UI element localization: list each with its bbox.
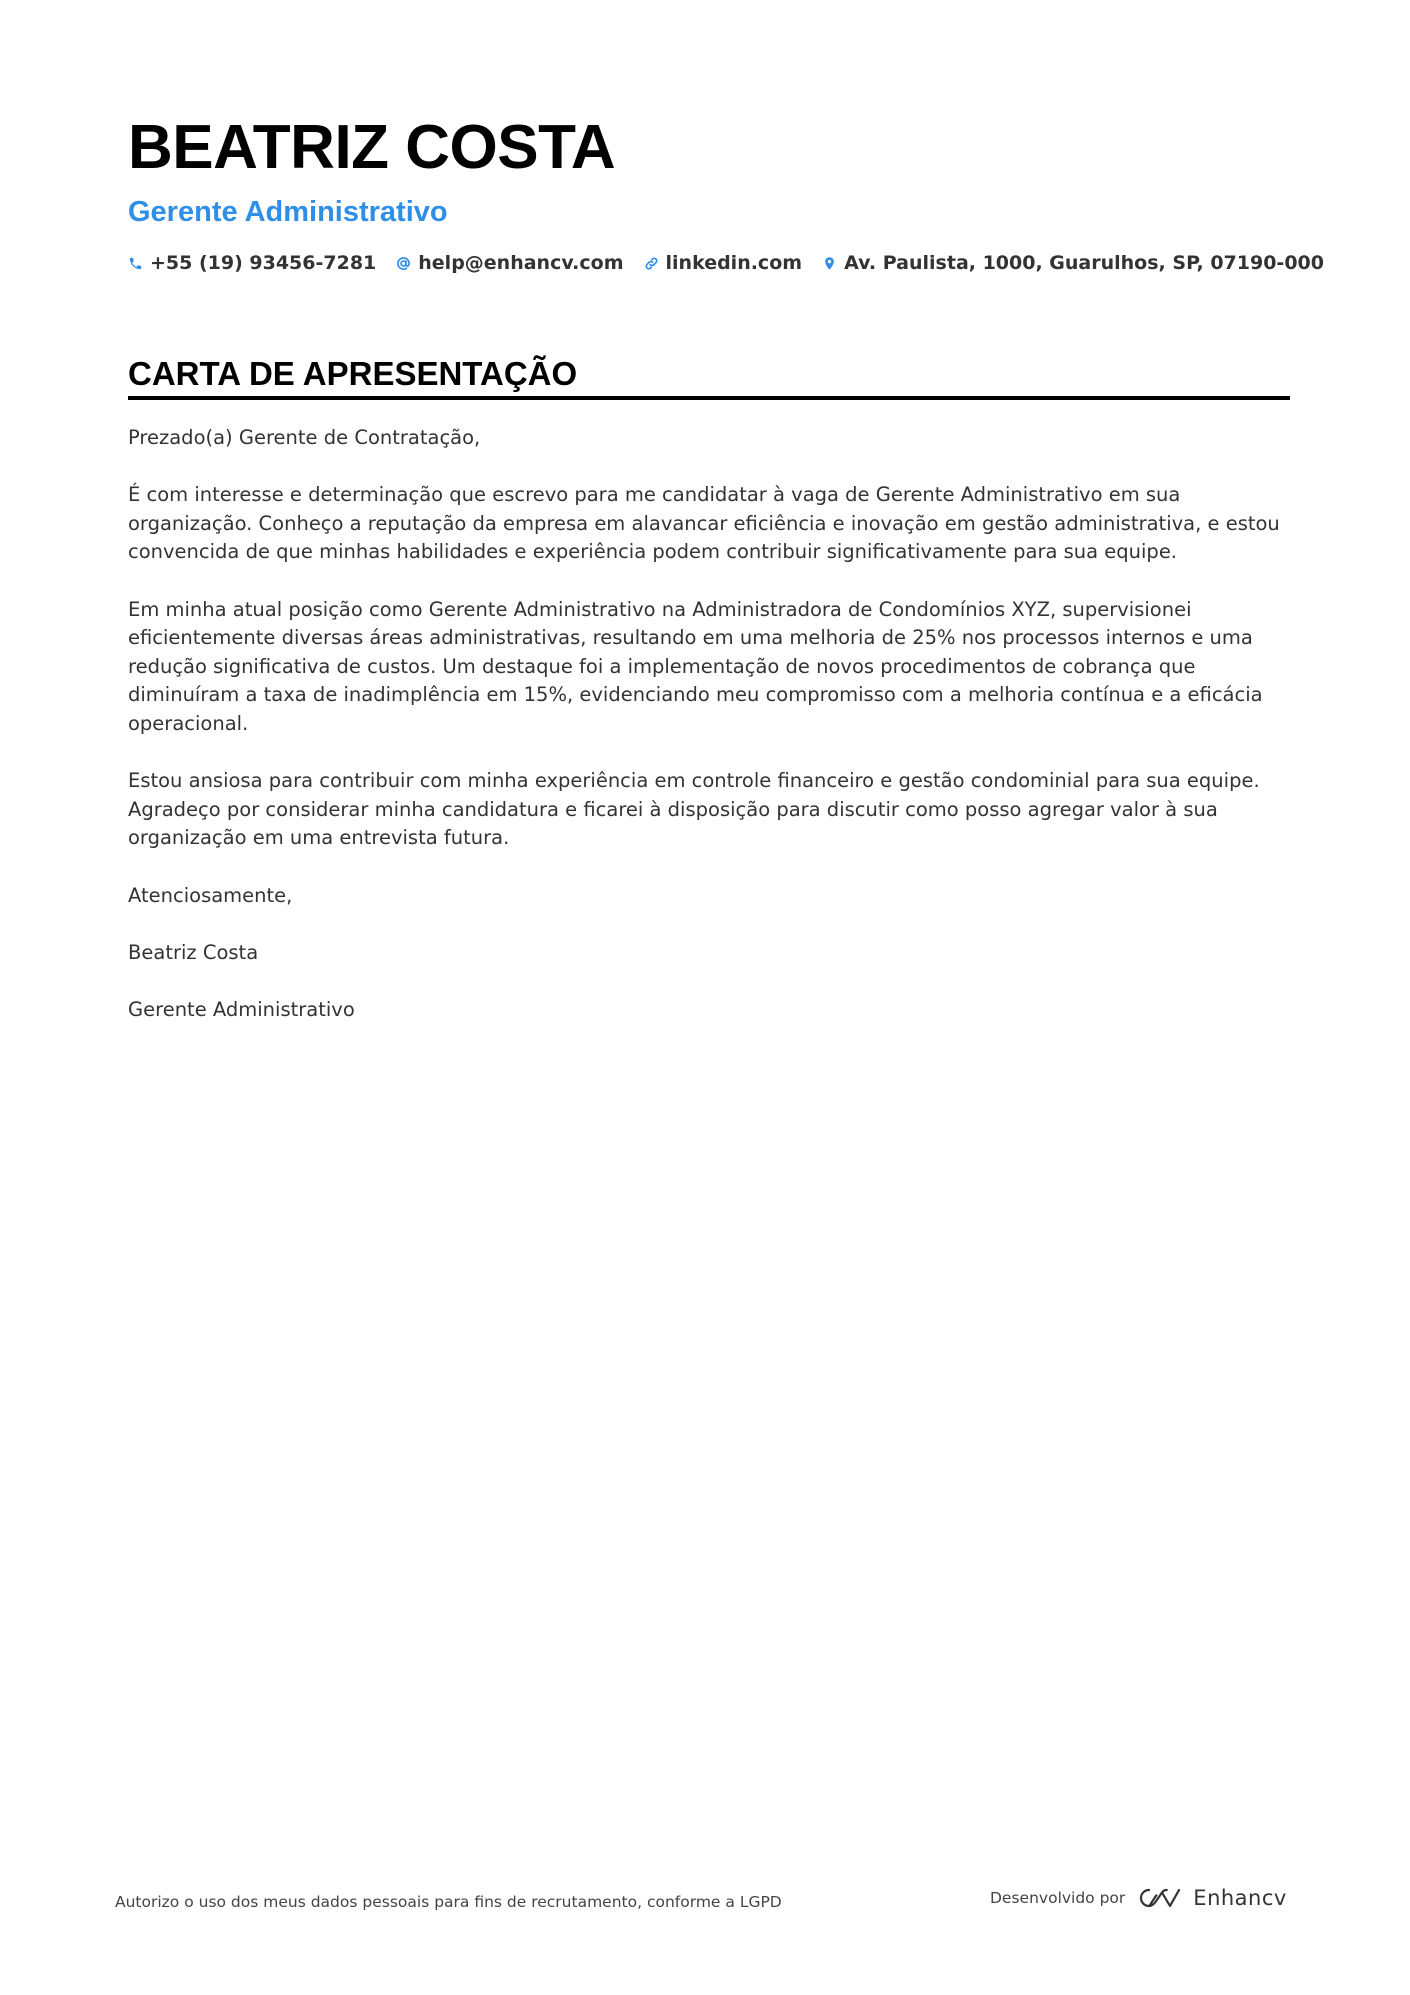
consent-note: Autorizo o uso dos meus dados pessoais para fins de recrutamento, conforme a LGPD [115,1893,782,1911]
contact-email[interactable] [396,252,623,274]
cover-letter [128,110,1324,1053]
section-title: CARTA DE APRESENTAÇÃO [128,354,1290,400]
address-text: Av. Paulista, 1000, Guarulhos, SP, 07190-000 [844,252,1324,274]
phone-icon [128,256,143,271]
letter-paragraph: Em minha atual posição como Gerente Administrativo na Administradora de Condomínios XYZ, supervisionei eficientemente diversas áreas administrativas, resultando em uma melhoria de 25% nos processos internos e uma redução significativa de custos. Um destaque foi a implementação de novos procedimentos de cobrança que diminuíram a taxa de inadimplência em 15%, evidenciando meu compromisso com a melhoria contínua e a eficácia operacional. [128,597,1263,735]
powered-by[interactable] [990,1885,1287,1911]
letter-paragraph: É com interesse e determinação que escrevo para me candidatar à vaga de Gerente Administrativo em sua organização. Conheço a reputação da empresa em alavancar eficiência e inovação em gestão administrativa, e estou convencida de que minhas habilidades e experiência podem contribuir significativamente para sua equipe. [128,483,1280,564]
enhancv-logo-icon [1137,1885,1183,1911]
contact-linkedin[interactable] [644,252,803,274]
candidate-name: BEATRIZ COSTA [128,113,616,182]
letter-paragraph: Estou ansiosa para contribuir com minha experiência em controle financeiro e gestão condominial para sua equipe. Agradeço por considerar minha candidatura e ficarei à disposição para discutir como posso agregar valor à sua organização em uma entrevista futura. [128,769,1260,850]
contact-bar [128,252,1324,274]
linkedin-text: linkedin.com [665,252,803,274]
at-icon [396,256,411,271]
letter-greeting: Prezado(a) Gerente de Contratação, [128,426,481,449]
signature-name: Beatriz Costa [128,940,259,964]
letter-body [128,424,1290,1024]
signature-title: Gerente Administrativo [128,997,355,1021]
letter-closing: Atenciosamente, [128,883,293,907]
contact-address [822,252,1324,274]
powered-by-label: Desenvolvido por [990,1889,1126,1907]
link-icon [644,256,659,271]
brand-name: Enhancv [1193,1886,1287,1910]
location-pin-icon [822,256,837,271]
email-text: help@enhancv.com [418,252,624,274]
phone-text: +55 (19) 93456-7281 [150,252,377,274]
contact-phone[interactable] [128,252,376,274]
candidate-title: Gerente Administrativo [128,196,448,228]
